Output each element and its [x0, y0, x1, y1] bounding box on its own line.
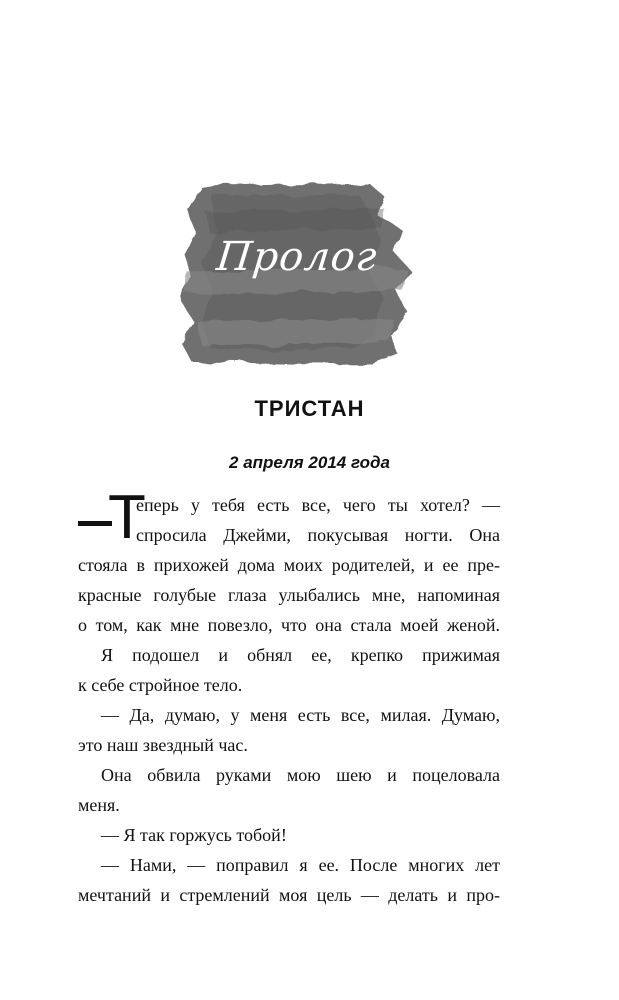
paragraph-1 — [78, 483, 500, 640]
text-line: — Да, думаю, у меня есть все, милая. Думаю, — [101, 705, 500, 725]
text-line: мечтаний и стремлений моя цель — делать и про- — [78, 885, 500, 905]
text-line: спросила Джейми, покусывая ногти. Она — [136, 525, 500, 545]
prologue-title: Пролог — [214, 234, 380, 280]
text-line: к себе стройное тело. — [78, 675, 243, 695]
text-line: еперь у тебя есть все, чего ты хотел? — — [136, 495, 500, 515]
chapter-date: 2 апреля 2014 года — [229, 453, 390, 472]
chapter-character-name: ТРИСТАН — [254, 396, 365, 421]
text-line: Я подошел и обнял ее, крепко прижимая — [101, 645, 500, 665]
drop-cap-dash — [78, 521, 112, 526]
text-line: стояла в прихожей дома моих родителей, и ее пре- — [78, 555, 500, 575]
text-line: — Я так горжусь тобой! — [101, 825, 287, 845]
text-line: Она обвила руками мою шею и поцеловала — [101, 765, 500, 785]
text-line: это наш звездный час. — [78, 735, 248, 755]
text-line: о том, как мне повезло, что она стала моей женой. — [78, 615, 500, 635]
text-line: меня. — [78, 795, 120, 815]
text-line: красные голубые глаза улыбались мне, напоминая — [78, 585, 500, 605]
drop-cap — [78, 483, 146, 552]
chapter-body-text — [78, 483, 500, 910]
chapter-header-brush — [172, 172, 422, 372]
text-line: — Нами, — поправил я ее. После многих лет — [101, 855, 500, 875]
drop-cap-letter: Т — [108, 483, 146, 552]
